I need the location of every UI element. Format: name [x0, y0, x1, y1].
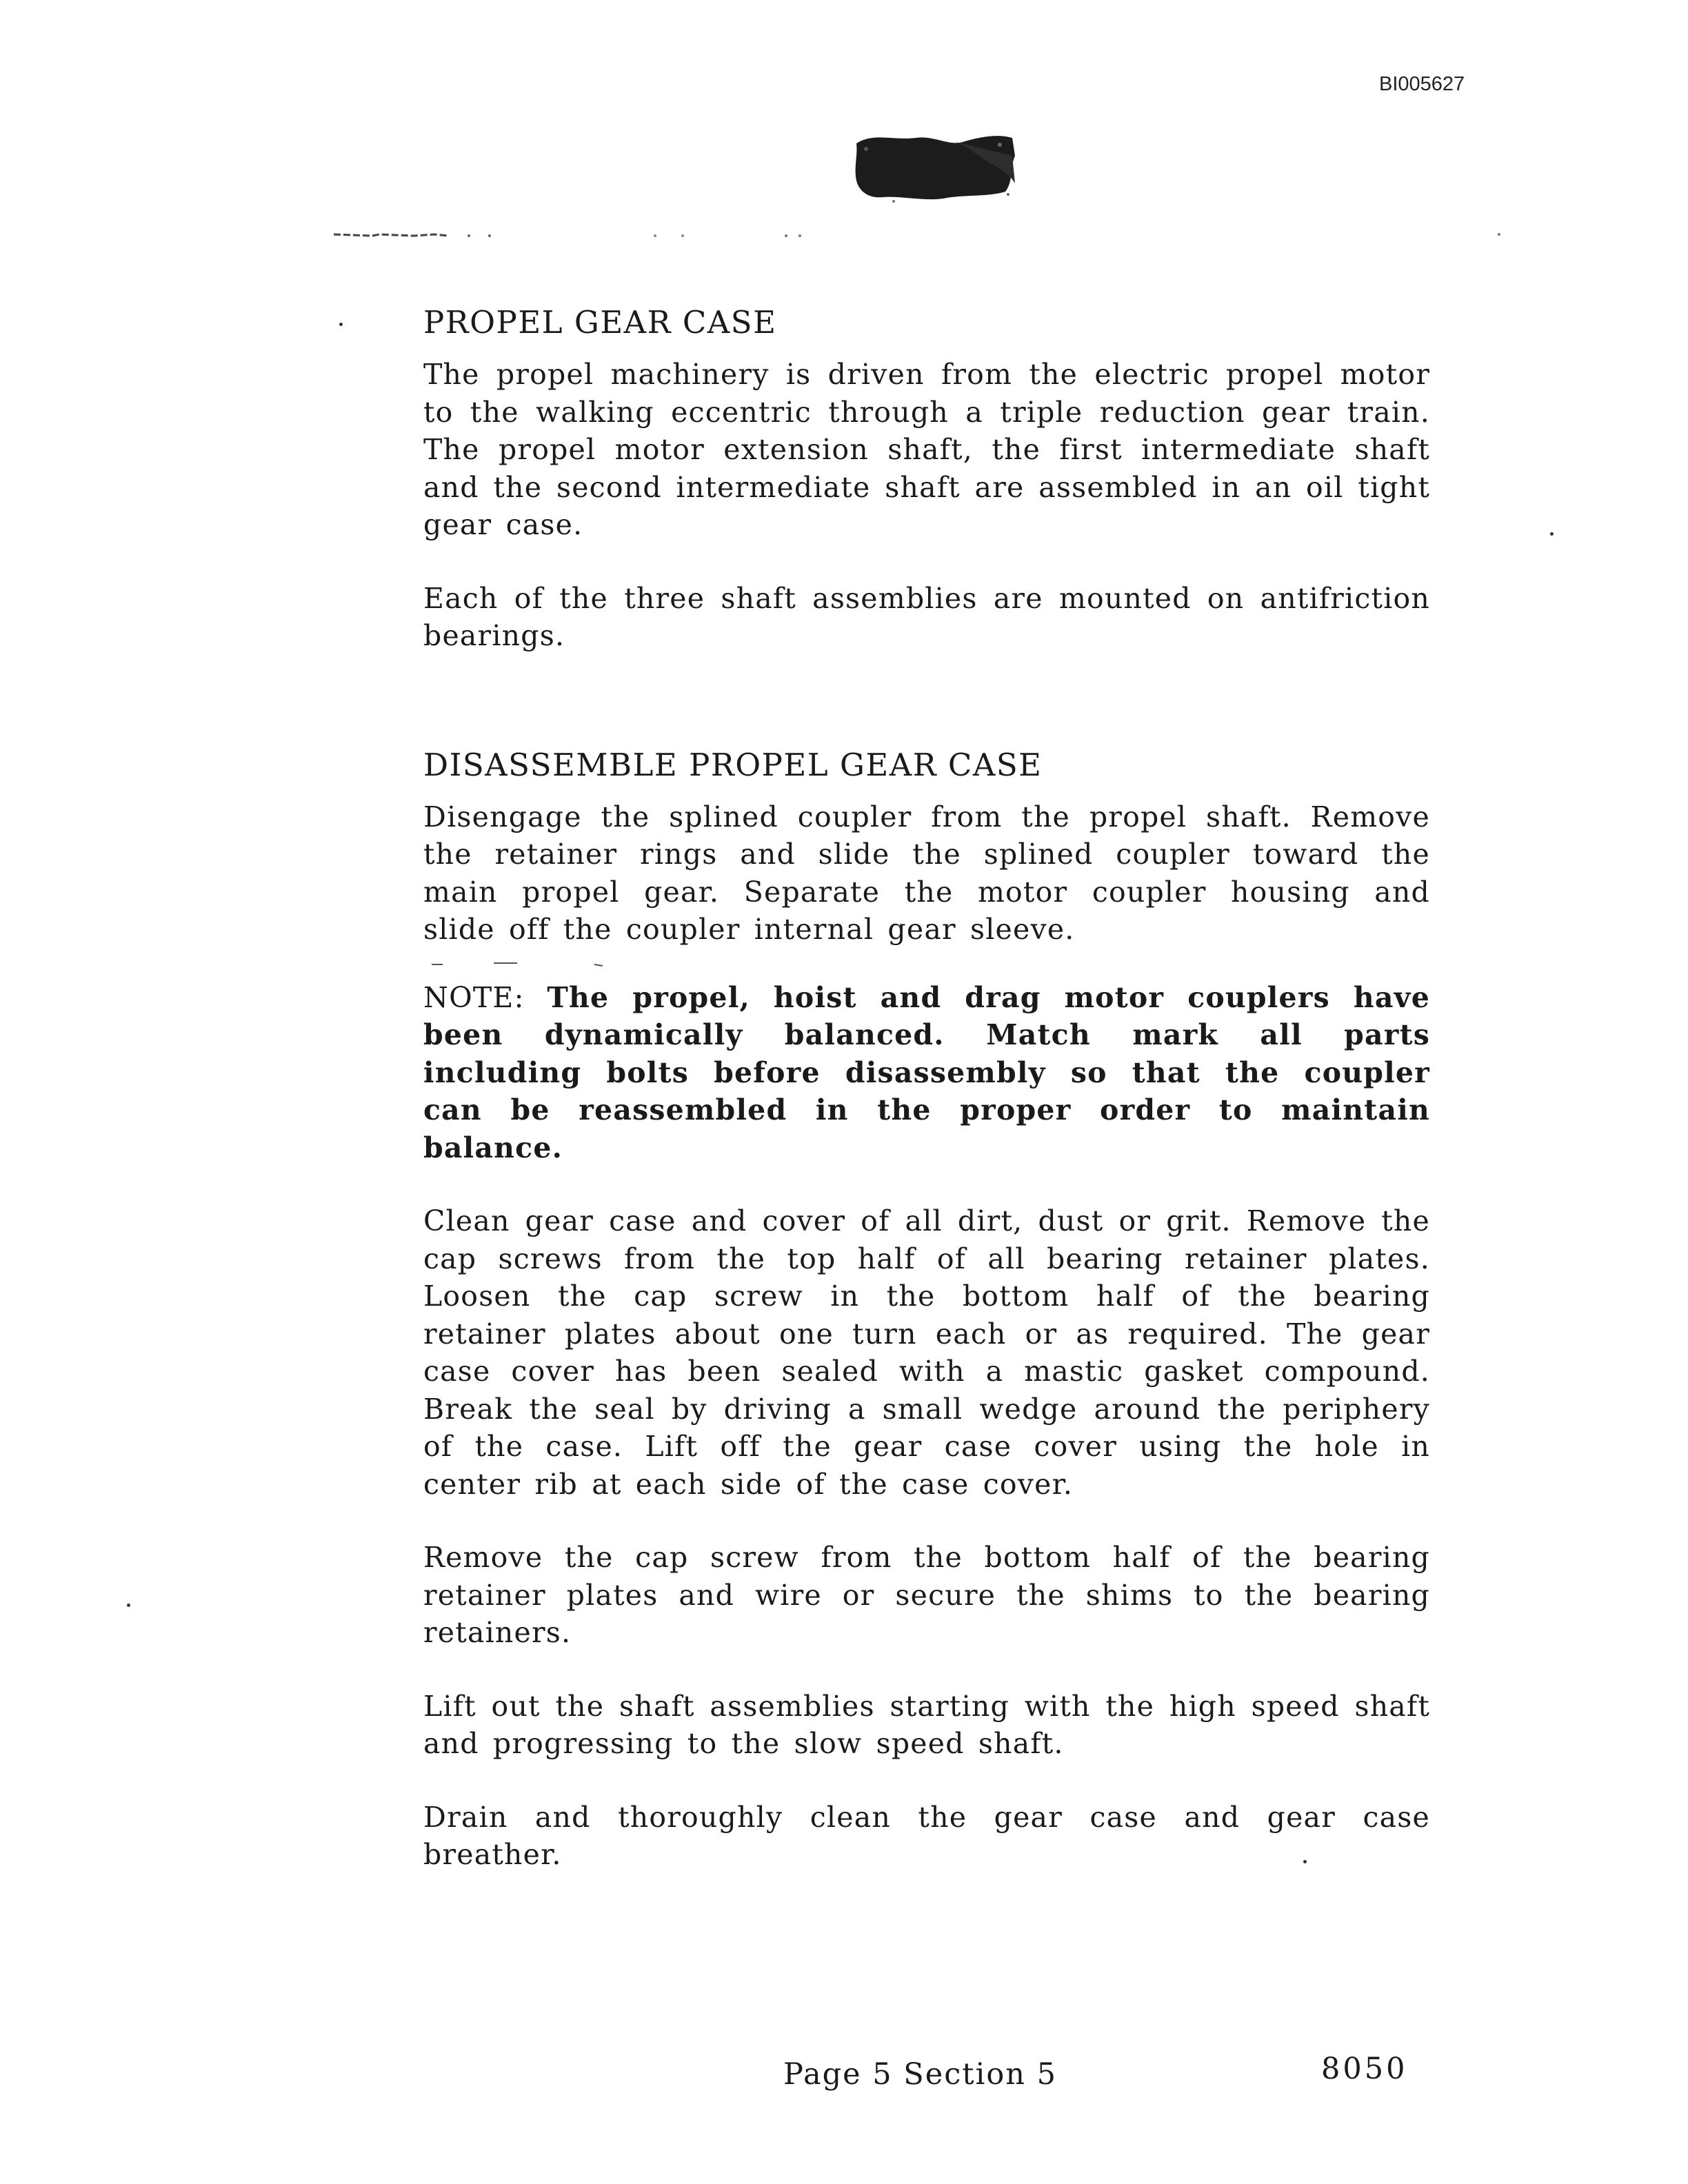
margin-dot [1550, 532, 1554, 536]
section-spacer [423, 691, 1430, 746]
note-paragraph [423, 979, 1430, 1167]
body-paragraph: Clean gear case and cover of all dirt, dust or grit. Remove the cap screws from the top half of all bearing retainer plates. Loosen the cap screw in the bottom half of the bearing retainer plates about one turn each or as required. The gear case cover has been sealed with a mastic gasket compound. Break the seal by driving a small wedge around the periphery of the case. Lift off the gear case cover using the hole in center rib at each side of the case cover. [423, 1204, 1430, 1501]
note-text: The propel, hoist and drag motor couplers have been dynamically balanced. Match mark all parts including bolts before disassembly so that the coupler can be reassembled in the proper order to maintain balance. [423, 980, 1430, 1164]
page-number: Page 5 Section 5 [783, 2057, 1057, 2092]
body-paragraph: Disengage the splined coupler from the propel shaft. Remove the retainer rings and slide the splined coupler toward the main propel gear. Separate the motor coupler housing and slide off the coupler internal gear sleeve. [423, 800, 1430, 946]
logo-mark [852, 128, 1018, 203]
margin-dot [127, 1604, 130, 1607]
section-heading: DISASSEMBLE PROPEL GEAR CASE [423, 746, 1043, 783]
body-paragraph: Remove the cap screw from the bottom half of the bearing retainer plates and wire or secure the shims to the bearing retainers. [423, 1541, 1430, 1649]
model-code: 8050 [1321, 2052, 1408, 2086]
document-id: BI005627 [1379, 73, 1465, 95]
body-paragraph: Lift out the shaft assemblies starting with the high speed shaft and progressing to the slow speed shaft. [423, 1689, 1430, 1760]
scan-artifact-marks [331, 228, 1503, 244]
body-paragraph: Each of the three shaft assemblies are mounted on antifriction bearings. [423, 581, 1430, 652]
note-label: NOTE: [423, 980, 525, 1014]
section-heading: PROPEL GEAR CASE [423, 304, 777, 341]
body-paragraph: The propel machinery is driven from the electric propel motor to the walking eccentric through a triple reduction gear train. The propel motor extension shaft, the first intermediate shaft and the second intermediate shaft are assembled in an oil tight gear case. [423, 358, 1430, 541]
margin-dot [339, 323, 343, 326]
document-body [423, 303, 1430, 1910]
body-paragraph: Drain and thoroughly clean the gear case and gear case breather. [423, 1800, 1430, 1871]
